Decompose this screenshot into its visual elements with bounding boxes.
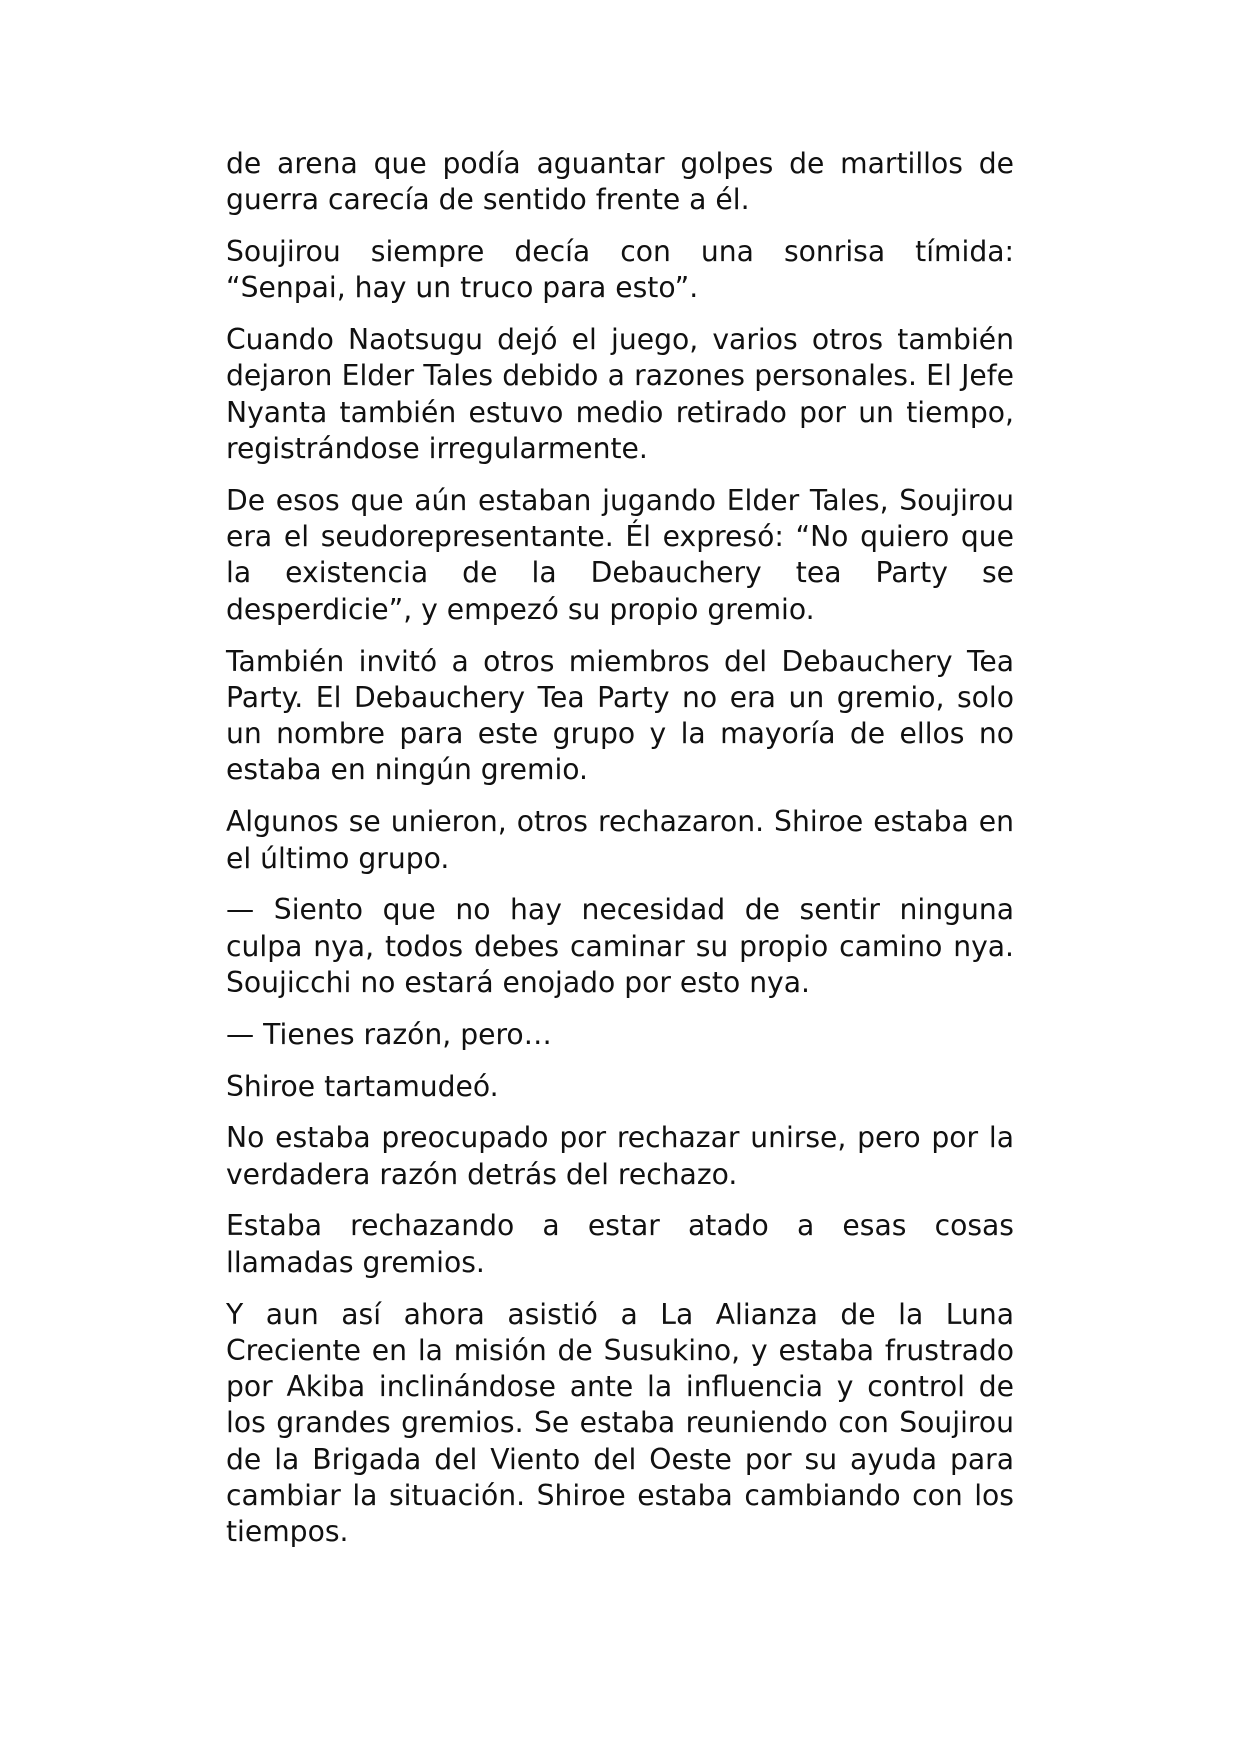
paragraph: Y aun así ahora asistió a La Alianza de la Luna Creciente en la misión de Susukino, y estaba frustrado por Akiba inclinándose ante la influencia y control de los grandes gremios. Se estaba reuniendo con Soujirou de la Brigada del Viento del Oeste por su ayuda para cambiar la situación. Shiroe estaba cambiando con los tiempos. <box>226 1297 1014 1549</box>
dialogue-paragraph: — Tienes razón, pero… <box>226 1017 552 1051</box>
paragraph: Estaba rechazando a estar atado a esas cosas llamadas gremios. <box>226 1209 1014 1279</box>
paragraph: Soujirou siempre decía con una sonrisa tímida: “Senpai, hay un truco para esto”. <box>226 235 1014 305</box>
paragraph: de arena que podía aguantar golpes de martillos de guerra carecía de sentido frente a él. <box>226 147 1014 217</box>
paragraph: Algunos se unieron, otros rechazaron. Shiroe estaba en el último grupo. <box>226 805 1014 875</box>
paragraph: También invitó a otros miembros del Debauchery Tea Party. El Debauchery Tea Party no era un gremio, solo un nombre para este grupo y la mayoría de ellos no estaba en ningún gremio. <box>226 644 1014 787</box>
paragraph: Shiroe tartamudeó. <box>226 1069 499 1103</box>
body-text <box>226 146 1014 1566</box>
paragraph: Cuando Naotsugu dejó el juego, varios otros también dejaron Elder Tales debido a razones personales. El Jefe Nyanta también estuvo medio retirado por un tiempo, registrándose irregularmente. <box>226 323 1014 466</box>
paragraph: De esos que aún estaban jugando Elder Tales, Soujirou era el seudorepresentante. Él expresó: “No quiero que la existencia de la Debauchery tea Party se desperdicie”, y empezó su propio gremio. <box>226 483 1014 626</box>
dialogue-paragraph: — Siento que no hay necesidad de sentir ninguna culpa nya, todos debes caminar su propio camino nya. Soujicchi no estará enojado por esto nya. <box>226 893 1014 999</box>
paragraph: No estaba preocupado por rechazar unirse, pero por la verdadera razón detrás del rechazo. <box>226 1121 1014 1191</box>
